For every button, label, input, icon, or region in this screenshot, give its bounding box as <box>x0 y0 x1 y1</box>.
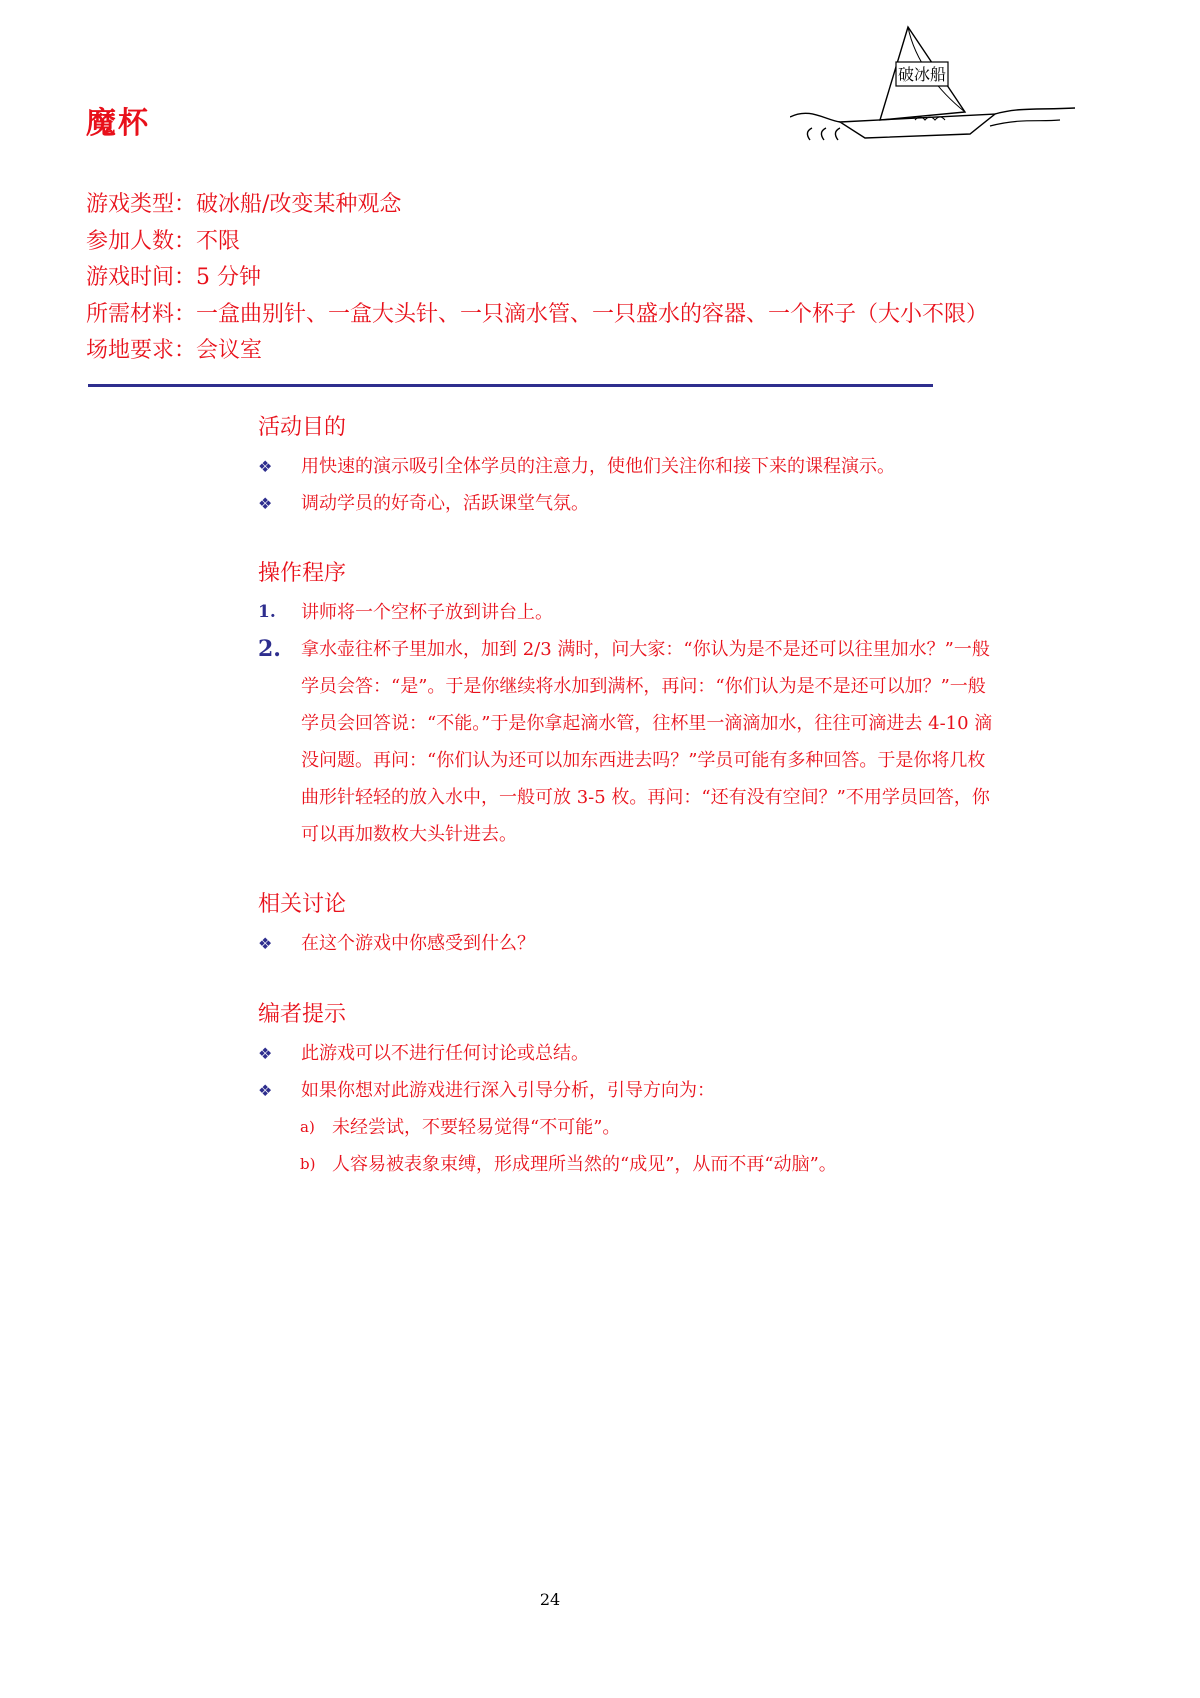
step-number: 1. <box>258 602 276 622</box>
bullet-icon: ❖ <box>258 494 273 513</box>
step-item <box>258 594 1200 631</box>
notes-section <box>258 995 837 1183</box>
info-materials: 所需材料：一盒曲别针、一盒大头针、一只滴水管、一只盛水的容器、一个杯子（大小不限） <box>86 301 989 327</box>
section-title: 操作程序 <box>258 561 347 586</box>
step-text-line: 学员会回答说：“不能。”于是你拿起滴水管，往杯里一滴滴加水，往往可滴进去 4-10 滴 <box>301 713 993 734</box>
discussion-section <box>258 885 535 962</box>
sub-item-mark: b) <box>300 1155 316 1173</box>
logo-text: 破冰船 <box>897 65 947 84</box>
bullet-icon: ❖ <box>258 1044 273 1063</box>
list-item <box>258 448 895 485</box>
step-item <box>258 631 1200 853</box>
step-text-line: 曲形针轻轻的放入水中，一般可放 3-5 枚。再问：“还有没有空间？”不用学员回答，你 <box>301 787 990 808</box>
step-text: 讲师将一个空杯子放到讲台上。 <box>301 602 553 623</box>
procedure-section <box>258 554 1200 853</box>
sub-item <box>258 1109 837 1146</box>
item-text: 如果你想对此游戏进行深入引导分析，引导方向为： <box>301 1080 715 1101</box>
item-text: 在这个游戏中你感受到什么？ <box>301 933 535 954</box>
bullet-icon: ❖ <box>258 457 273 476</box>
info-type: 游戏类型：破冰船/改变某种观念 <box>86 192 402 217</box>
divider-line <box>88 384 933 387</box>
info-participants: 参加人数：不限 <box>86 228 241 254</box>
step-number: 2. <box>258 636 281 662</box>
item-text: 用快速的演示吸引全体学员的注意力，使他们关注你和接下来的课程演示。 <box>301 456 895 477</box>
step-text-line: 没问题。再问：“你们认为还可以加东西进去吗？”学员可能有多种回答。于是你将几枚 <box>301 750 986 771</box>
list-item <box>258 925 535 962</box>
sub-item-text: 人容易被表象束缚，形成理所当然的“成见”，从而不再“动脑”。 <box>332 1154 837 1175</box>
objective-section <box>258 408 895 522</box>
item-text: 调动学员的好奇心，活跃课堂气氛。 <box>301 493 589 514</box>
sub-item-text: 未经尝试，不要轻易觉得“不可能”。 <box>332 1117 621 1138</box>
bullet-icon: ❖ <box>258 1081 273 1100</box>
list-item <box>258 1035 837 1072</box>
section-title: 编者提示 <box>258 1002 347 1027</box>
icebreaker-boat-logo <box>790 22 1075 142</box>
list-item <box>258 1072 837 1109</box>
bullet-icon: ❖ <box>258 934 273 953</box>
game-info <box>86 187 988 370</box>
page-title: 魔杯 <box>86 106 150 141</box>
step-text-line: 拿水壶往杯子里加水，加到 2/3 满时，问大家：“你认为是不是还可以往里加水？”一般 <box>301 639 990 660</box>
sub-item-mark: a) <box>300 1118 315 1136</box>
item-text: 此游戏可以不进行任何讨论或总结。 <box>301 1043 589 1064</box>
step-text-line: 可以再加数枚大头针进去。 <box>301 824 517 845</box>
info-venue: 场地要求：会议室 <box>86 338 263 363</box>
page-number: 24 <box>539 1590 561 1609</box>
sub-item <box>258 1146 837 1183</box>
step-text-line: 学员会答：“是”。于是你继续将水加到满杯，再问：“你们认为是不是还可以加？”一般 <box>301 676 986 697</box>
section-title: 活动目的 <box>258 415 347 440</box>
list-item <box>258 485 895 522</box>
info-duration: 游戏时间：5 分钟 <box>86 265 261 290</box>
section-title: 相关讨论 <box>258 892 347 917</box>
